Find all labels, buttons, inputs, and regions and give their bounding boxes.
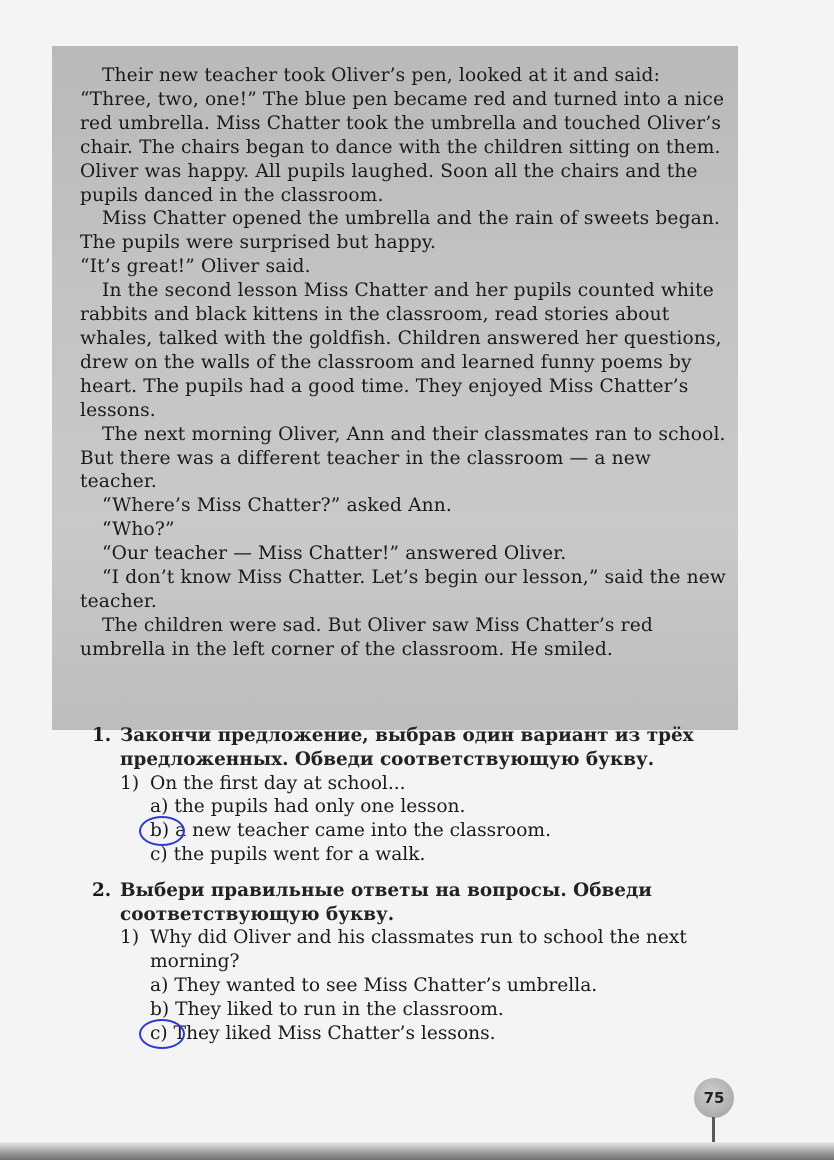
question-number: 1) <box>120 772 140 794</box>
story-paragraph: The next morning Oliver, Ann and their classmates ran to school. But there was a different teacher in the classroom — a new teacher. <box>80 423 726 493</box>
story-paragraph: “I don’t know Miss Chatter. Let’s begin our lesson,” said the new teacher. <box>80 567 726 612</box>
option-text: the pupils went for a walk. <box>173 843 426 865</box>
option-letter: c) <box>150 843 168 865</box>
story-text-block <box>52 46 738 730</box>
page-number-badge <box>694 1078 734 1118</box>
question-text: Why did Oliver and his classmates run to school the next morning? <box>150 927 687 973</box>
story-paragraph: “Our teacher — Miss Chatter!” answered Oliver. <box>102 543 567 565</box>
story-paragraph: Their new teacher took Oliver’s pen, looked at it and said: “Three, two, one!” The blue pen became red and turned into a nice red umbrella. Miss Chatter took the umbrella and touched Oliver’s chair. The chairs began to dance with the children sitting on them. Oliver was happy. All pupils laughed. Soon all the chairs and the pupils danced in the classroom. <box>80 65 725 206</box>
question <box>120 772 752 796</box>
option-text: They liked to run in the classroom. <box>175 998 504 1020</box>
circled-answer-mark <box>139 1019 185 1049</box>
option-text: They wanted to see Miss Chatter’s umbrella. <box>174 974 598 996</box>
exercise-list <box>92 724 752 1057</box>
story-paragraph: “It’s great!” Oliver said. <box>80 256 311 278</box>
answer-option-a[interactable] <box>150 795 752 819</box>
question <box>120 926 752 974</box>
exercise-header <box>92 879 752 927</box>
option-letter: a) <box>150 796 169 818</box>
answer-option-c[interactable] <box>150 1022 752 1046</box>
page-bottom-edge <box>0 1142 834 1160</box>
exercise-number: 2. <box>92 879 112 901</box>
option-text: They liked Miss Chatter’s lessons. <box>173 1022 496 1044</box>
answer-option-b[interactable] <box>150 998 752 1022</box>
question-number: 1) <box>120 927 140 949</box>
story-paragraph: “Where’s Miss Chatter?” asked Ann. <box>102 495 452 517</box>
exercise-number: 1. <box>92 725 112 746</box>
option-text: the pupils had only one lesson. <box>174 796 466 818</box>
option-text: a new teacher came into the classroom. <box>175 820 551 842</box>
exercise-2 <box>92 879 752 1046</box>
option-letter: a) <box>150 974 169 996</box>
option-letter: b) <box>150 998 170 1020</box>
option-letter: c) <box>150 1022 168 1046</box>
exercise-instruction: Выбери правильные ответы на вопросы. Обведи соответствующую букву. <box>120 879 652 925</box>
answer-option-a[interactable] <box>150 974 752 998</box>
story-paragraph: “Who?” <box>102 519 175 541</box>
exercise-instruction: Закончи предложение, выбрав один вариант из трёх предложенных. Обведи соответствующую букву. <box>120 725 694 770</box>
option-letter: b) <box>150 819 169 843</box>
answer-option-b[interactable] <box>150 819 752 843</box>
story-paragraph: Miss Chatter opened the umbrella and the rain of sweets began. The pupils were surprised but happy. <box>80 208 721 254</box>
answer-option-c[interactable] <box>150 843 752 867</box>
circled-answer-mark <box>139 816 185 846</box>
exercise-1 <box>92 724 752 867</box>
question-text: On the first day at school... <box>150 772 406 794</box>
story-paragraph: The children were sad. But Oliver saw Miss Chatter’s red umbrella in the left corner of the classroom. He smiled. <box>80 614 653 660</box>
story-paragraph: In the second lesson Miss Chatter and her pupils counted white rabbits and black kittens in the classroom, read stories about whales, talked with the goldfish. Children answered her questions, drew on the walls of the classroom and learned funny poems by heart. The pupils had a good time. They enjoyed Miss Chatter’s lessons. <box>80 280 722 421</box>
exercise-header <box>92 724 752 772</box>
page-number: 75 <box>703 1089 725 1107</box>
page-number-stem <box>712 1117 715 1143</box>
